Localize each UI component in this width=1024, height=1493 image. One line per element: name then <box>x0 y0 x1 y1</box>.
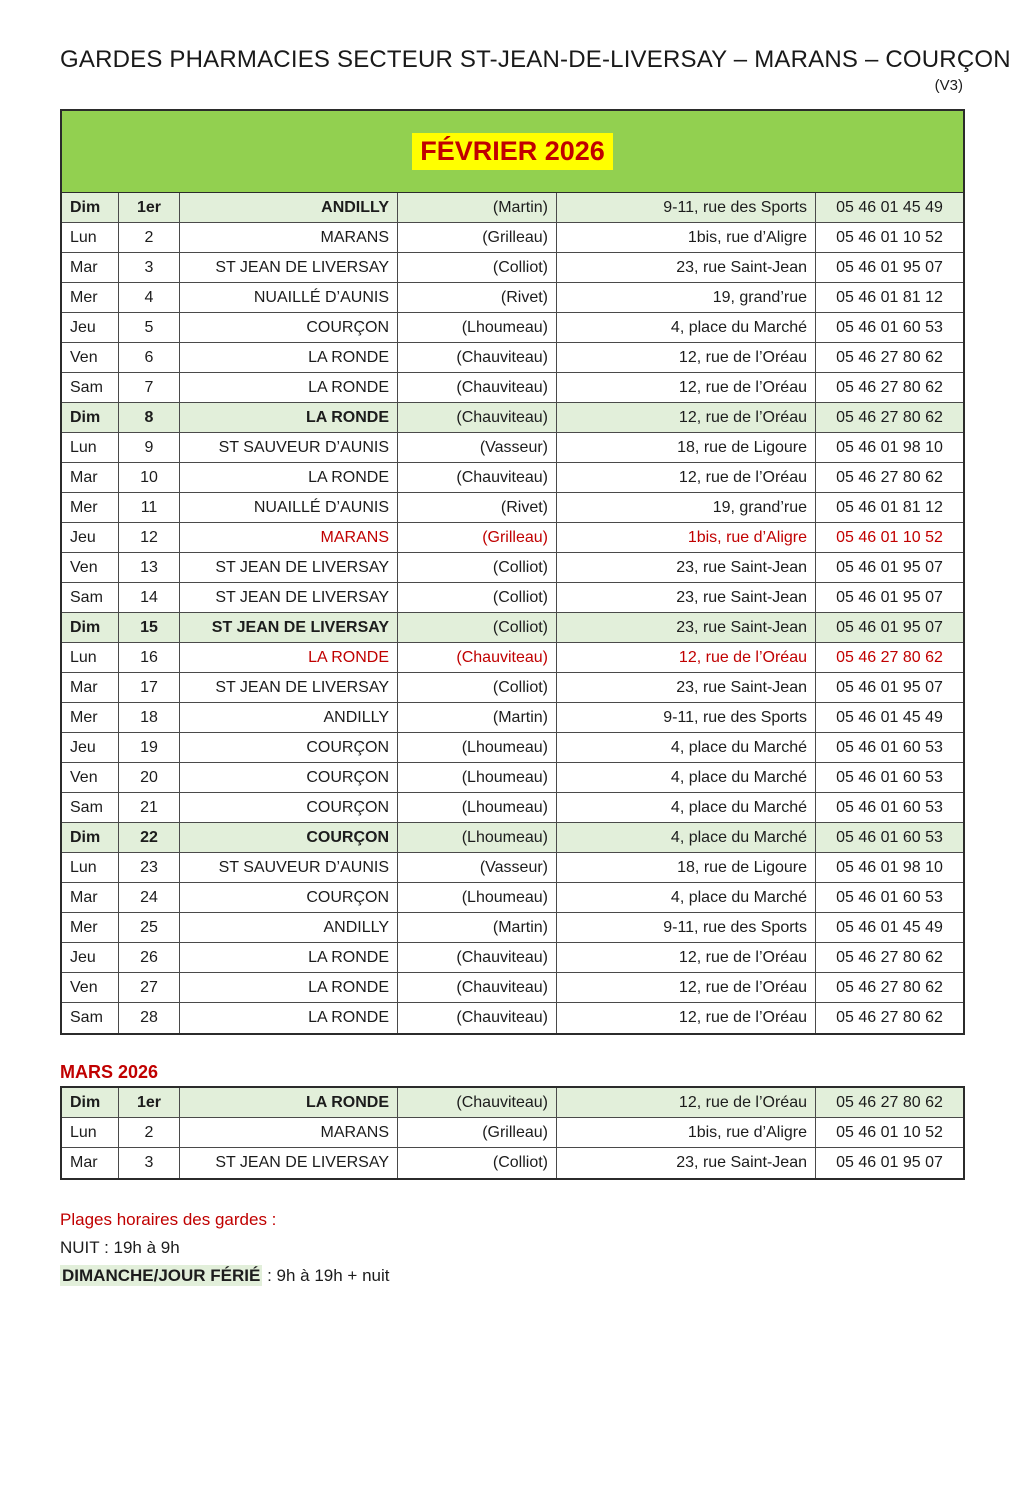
cell-date: 6 <box>119 343 180 372</box>
cell-address: 1bis, rue d’Aligre <box>557 523 816 552</box>
cell-day: Jeu <box>62 733 119 762</box>
cell-address: 12, rue de l’Oréau <box>557 343 816 372</box>
march-month-label: MARS 2026 <box>60 1062 159 1082</box>
cell-date: 23 <box>119 853 180 882</box>
cell-address: 12, rue de l’Oréau <box>557 403 816 432</box>
table-row <box>62 793 963 823</box>
cell-city: ST JEAN DE LIVERSAY <box>180 1148 398 1178</box>
cell-address: 23, rue Saint-Jean <box>557 673 816 702</box>
cell-city: ST JEAN DE LIVERSAY <box>180 613 398 642</box>
cell-pharmacist: (Lhoumeau) <box>398 793 557 822</box>
cell-address: 4, place du Marché <box>557 793 816 822</box>
february-schedule-table <box>60 109 965 1035</box>
cell-phone: 05 46 27 80 62 <box>836 948 943 966</box>
cell-day: Ven <box>62 973 119 1002</box>
cell-day: Jeu <box>62 313 119 342</box>
sunday-hours-line <box>60 1262 965 1290</box>
cell-pharmacist: (Lhoumeau) <box>398 883 557 912</box>
cell-city: MARANS <box>180 1118 398 1147</box>
cell-pharmacist: (Grilleau) <box>398 223 557 252</box>
cell-date: 14 <box>119 583 180 612</box>
cell-city: COURÇON <box>180 793 398 822</box>
cell-city: LA RONDE <box>180 343 398 372</box>
february-rows <box>62 193 963 1033</box>
cell-city: ST JEAN DE LIVERSAY <box>180 253 398 282</box>
cell-address: 23, rue Saint-Jean <box>557 553 816 582</box>
cell-date: 25 <box>119 913 180 942</box>
cell-date: 22 <box>119 823 180 852</box>
cell-day: Ven <box>62 343 119 372</box>
cell-date: 7 <box>119 373 180 402</box>
table-row <box>62 283 963 313</box>
cell-phone: 05 46 01 95 07 <box>836 1154 943 1171</box>
cell-pharmacist: (Rivet) <box>398 493 557 522</box>
cell-pharmacist: (Chauviteau) <box>398 1088 557 1117</box>
cell-day: Mar <box>62 463 119 492</box>
table-row <box>62 193 963 223</box>
cell-pharmacist: (Lhoumeau) <box>398 763 557 792</box>
cell-city: LA RONDE <box>180 463 398 492</box>
cell-pharmacist: (Chauviteau) <box>398 343 557 372</box>
cell-pharmacist: (Martin) <box>398 193 557 222</box>
cell-day: Mar <box>62 253 119 282</box>
cell-day: Dim <box>62 1088 119 1117</box>
table-row <box>62 553 963 583</box>
cell-day: Mar <box>62 883 119 912</box>
cell-address: 19, grand’rue <box>557 283 816 312</box>
table-row <box>62 463 963 493</box>
cell-city: COURÇON <box>180 313 398 342</box>
cell-phone: 05 46 01 60 53 <box>836 888 943 906</box>
march-rows <box>62 1088 963 1178</box>
cell-date: 11 <box>119 493 180 522</box>
cell-date: 20 <box>119 763 180 792</box>
cell-pharmacist: (Chauviteau) <box>398 403 557 432</box>
cell-date: 8 <box>119 403 180 432</box>
cell-address: 1bis, rue d’Aligre <box>557 223 816 252</box>
cell-day: Lun <box>62 1118 119 1147</box>
cell-day: Sam <box>62 373 119 402</box>
cell-address: 9-11, rue des Sports <box>557 913 816 942</box>
cell-city: ST JEAN DE LIVERSAY <box>180 583 398 612</box>
cell-pharmacist: (Chauviteau) <box>398 463 557 492</box>
table-row <box>62 583 963 613</box>
cell-phone: 05 46 01 95 07 <box>836 678 943 696</box>
cell-city: MARANS <box>180 523 398 552</box>
cell-pharmacist: (Chauviteau) <box>398 973 557 1002</box>
table-row <box>62 643 963 673</box>
hours-heading: Plages horaires des gardes : <box>60 1210 277 1229</box>
cell-date: 16 <box>119 643 180 672</box>
page-content <box>60 46 1011 1290</box>
table-row <box>62 733 963 763</box>
cell-city: LA RONDE <box>180 1088 398 1117</box>
cell-date: 26 <box>119 943 180 972</box>
cell-pharmacist: (Vasseur) <box>398 433 557 462</box>
cell-city: LA RONDE <box>180 403 398 432</box>
cell-phone: 05 46 01 45 49 <box>836 198 943 216</box>
table-row <box>62 703 963 733</box>
table-row <box>62 613 963 643</box>
cell-pharmacist: (Martin) <box>398 703 557 732</box>
cell-phone: 05 46 27 80 62 <box>836 1093 943 1111</box>
cell-pharmacist: (Colliot) <box>398 553 557 582</box>
cell-phone: 05 46 01 60 53 <box>836 828 943 846</box>
cell-pharmacist: (Colliot) <box>398 1148 557 1178</box>
cell-city: ANDILLY <box>180 703 398 732</box>
cell-phone: 05 46 01 10 52 <box>836 228 943 246</box>
cell-pharmacist: (Chauviteau) <box>398 1003 557 1033</box>
cell-day: Mer <box>62 703 119 732</box>
cell-phone: 05 46 01 10 52 <box>836 1123 943 1141</box>
cell-city: ANDILLY <box>180 913 398 942</box>
cell-city: LA RONDE <box>180 373 398 402</box>
table-row <box>62 1088 963 1118</box>
cell-address: 12, rue de l’Oréau <box>557 1003 816 1033</box>
cell-phone: 05 46 27 80 62 <box>836 408 943 426</box>
cell-phone: 05 46 27 80 62 <box>836 468 943 486</box>
page-title: GARDES PHARMACIES SECTEUR ST-JEAN-DE-LIVERSAY – MARANS – COURÇON <box>60 46 1011 73</box>
cell-city: LA RONDE <box>180 973 398 1002</box>
cell-address: 18, rue de Ligoure <box>557 853 816 882</box>
cell-phone: 05 46 01 60 53 <box>836 768 943 786</box>
cell-city: COURÇON <box>180 733 398 762</box>
cell-phone: 05 46 01 98 10 <box>836 858 943 876</box>
cell-city: ST JEAN DE LIVERSAY <box>180 673 398 702</box>
cell-date: 2 <box>119 1118 180 1147</box>
cell-address: 12, rue de l’Oréau <box>557 463 816 492</box>
cell-phone: 05 46 01 45 49 <box>836 708 943 726</box>
cell-phone: 05 46 01 60 53 <box>836 318 943 336</box>
cell-phone: 05 46 01 10 52 <box>836 528 943 546</box>
cell-address: 23, rue Saint-Jean <box>557 583 816 612</box>
table-row <box>62 433 963 463</box>
cell-date: 9 <box>119 433 180 462</box>
cell-date: 2 <box>119 223 180 252</box>
cell-day: Lun <box>62 433 119 462</box>
cell-date: 5 <box>119 313 180 342</box>
cell-date: 24 <box>119 883 180 912</box>
cell-phone: 05 46 01 95 07 <box>836 558 943 576</box>
table-row <box>62 853 963 883</box>
cell-pharmacist: (Chauviteau) <box>398 373 557 402</box>
cell-day: Mer <box>62 283 119 312</box>
table-row <box>62 313 963 343</box>
cell-phone: 05 46 27 80 62 <box>836 648 943 666</box>
cell-day: Lun <box>62 223 119 252</box>
cell-address: 12, rue de l’Oréau <box>557 973 816 1002</box>
table-row <box>62 253 963 283</box>
cell-day: Dim <box>62 403 119 432</box>
cell-day: Ven <box>62 763 119 792</box>
cell-city: ANDILLY <box>180 193 398 222</box>
cell-day: Sam <box>62 793 119 822</box>
cell-day: Lun <box>62 643 119 672</box>
cell-day: Dim <box>62 613 119 642</box>
cell-day: Dim <box>62 193 119 222</box>
cell-phone: 05 46 27 80 62 <box>836 348 943 366</box>
cell-city: NUAILLÉ D’AUNIS <box>180 283 398 312</box>
cell-address: 12, rue de l’Oréau <box>557 1088 816 1117</box>
cell-date: 17 <box>119 673 180 702</box>
table-row <box>62 973 963 1003</box>
cell-day: Mer <box>62 913 119 942</box>
cell-city: LA RONDE <box>180 1003 398 1033</box>
table-row <box>62 763 963 793</box>
cell-day: Mer <box>62 493 119 522</box>
cell-city: ST JEAN DE LIVERSAY <box>180 553 398 582</box>
cell-phone: 05 46 01 60 53 <box>836 798 943 816</box>
cell-day: Lun <box>62 853 119 882</box>
cell-pharmacist: (Lhoumeau) <box>398 313 557 342</box>
cell-date: 1er <box>119 1088 180 1117</box>
cell-pharmacist: (Rivet) <box>398 283 557 312</box>
cell-pharmacist: (Vasseur) <box>398 853 557 882</box>
table-row <box>62 223 963 253</box>
cell-phone: 05 46 01 81 12 <box>836 288 943 306</box>
table-row <box>62 523 963 553</box>
cell-pharmacist: (Martin) <box>398 913 557 942</box>
table-row <box>62 913 963 943</box>
cell-address: 12, rue de l’Oréau <box>557 643 816 672</box>
cell-day: Sam <box>62 1003 119 1033</box>
cell-city: COURÇON <box>180 883 398 912</box>
cell-phone: 05 46 01 95 07 <box>836 618 943 636</box>
cell-pharmacist: (Lhoumeau) <box>398 823 557 852</box>
cell-city: LA RONDE <box>180 943 398 972</box>
cell-date: 3 <box>119 253 180 282</box>
cell-pharmacist: (Colliot) <box>398 613 557 642</box>
cell-day: Mar <box>62 1148 119 1178</box>
february-month-band <box>62 111 963 193</box>
cell-city: COURÇON <box>180 823 398 852</box>
cell-address: 4, place du Marché <box>557 823 816 852</box>
cell-day: Jeu <box>62 943 119 972</box>
cell-day: Ven <box>62 553 119 582</box>
table-row <box>62 343 963 373</box>
cell-date: 10 <box>119 463 180 492</box>
table-row <box>62 1003 963 1033</box>
cell-address: 4, place du Marché <box>557 313 816 342</box>
cell-date: 1er <box>119 193 180 222</box>
cell-date: 13 <box>119 553 180 582</box>
cell-pharmacist: (Chauviteau) <box>398 643 557 672</box>
cell-pharmacist: (Lhoumeau) <box>398 733 557 762</box>
table-row <box>62 823 963 853</box>
cell-day: Jeu <box>62 523 119 552</box>
february-month-label: FÉVRIER 2026 <box>412 133 613 171</box>
cell-pharmacist: (Colliot) <box>398 253 557 282</box>
cell-date: 19 <box>119 733 180 762</box>
cell-address: 9-11, rue des Sports <box>557 703 816 732</box>
cell-address: 12, rue de l’Oréau <box>557 373 816 402</box>
cell-pharmacist: (Chauviteau) <box>398 943 557 972</box>
table-row <box>62 493 963 523</box>
cell-address: 23, rue Saint-Jean <box>557 613 816 642</box>
cell-phone: 05 46 01 98 10 <box>836 438 943 456</box>
cell-date: 3 <box>119 1148 180 1178</box>
cell-pharmacist: (Grilleau) <box>398 1118 557 1147</box>
cell-phone: 05 46 27 80 62 <box>836 1009 943 1026</box>
cell-address: 9-11, rue des Sports <box>557 193 816 222</box>
cell-city: NUAILLÉ D’AUNIS <box>180 493 398 522</box>
table-row <box>62 1118 963 1148</box>
cell-day: Sam <box>62 583 119 612</box>
cell-address: 23, rue Saint-Jean <box>557 1148 816 1178</box>
cell-address: 12, rue de l’Oréau <box>557 943 816 972</box>
cell-phone: 05 46 27 80 62 <box>836 378 943 396</box>
cell-date: 4 <box>119 283 180 312</box>
cell-date: 27 <box>119 973 180 1002</box>
cell-city: MARANS <box>180 223 398 252</box>
sunday-holiday-label: DIMANCHE/JOUR FÉRIÉ <box>62 1266 261 1285</box>
cell-phone: 05 46 01 60 53 <box>836 738 943 756</box>
cell-address: 4, place du Marché <box>557 763 816 792</box>
table-row <box>62 883 963 913</box>
table-row <box>62 673 963 703</box>
cell-address: 4, place du Marché <box>557 883 816 912</box>
cell-city: ST SAUVEUR D’AUNIS <box>180 853 398 882</box>
cell-phone: 05 46 01 45 49 <box>836 918 943 936</box>
march-schedule-table <box>60 1086 965 1180</box>
cell-day: Dim <box>62 823 119 852</box>
table-row <box>62 373 963 403</box>
cell-address: 1bis, rue d’Aligre <box>557 1118 816 1147</box>
cell-date: 15 <box>119 613 180 642</box>
cell-phone: 05 46 01 81 12 <box>836 498 943 516</box>
schedule-hours-footer <box>60 1206 965 1290</box>
cell-pharmacist: (Colliot) <box>398 583 557 612</box>
cell-date: 12 <box>119 523 180 552</box>
table-row <box>62 943 963 973</box>
cell-date: 21 <box>119 793 180 822</box>
cell-address: 4, place du Marché <box>557 733 816 762</box>
cell-address: 18, rue de Ligoure <box>557 433 816 462</box>
cell-phone: 05 46 01 95 07 <box>836 588 943 606</box>
table-row <box>62 1148 963 1178</box>
sunday-hours-value: : 9h à 19h + nuit <box>262 1266 390 1285</box>
table-row <box>62 403 963 433</box>
cell-pharmacist: (Grilleau) <box>398 523 557 552</box>
version-label: (V3) <box>934 77 963 94</box>
cell-pharmacist: (Colliot) <box>398 673 557 702</box>
cell-city: ST SAUVEUR D’AUNIS <box>180 433 398 462</box>
cell-date: 18 <box>119 703 180 732</box>
cell-phone: 05 46 27 80 62 <box>836 978 943 996</box>
cell-address: 19, grand’rue <box>557 493 816 522</box>
cell-phone: 05 46 01 95 07 <box>836 258 943 276</box>
cell-address: 23, rue Saint-Jean <box>557 253 816 282</box>
cell-date: 28 <box>119 1003 180 1033</box>
cell-day: Mar <box>62 673 119 702</box>
night-hours-line: NUIT : 19h à 9h <box>60 1238 180 1257</box>
cell-city: COURÇON <box>180 763 398 792</box>
cell-city: LA RONDE <box>180 643 398 672</box>
